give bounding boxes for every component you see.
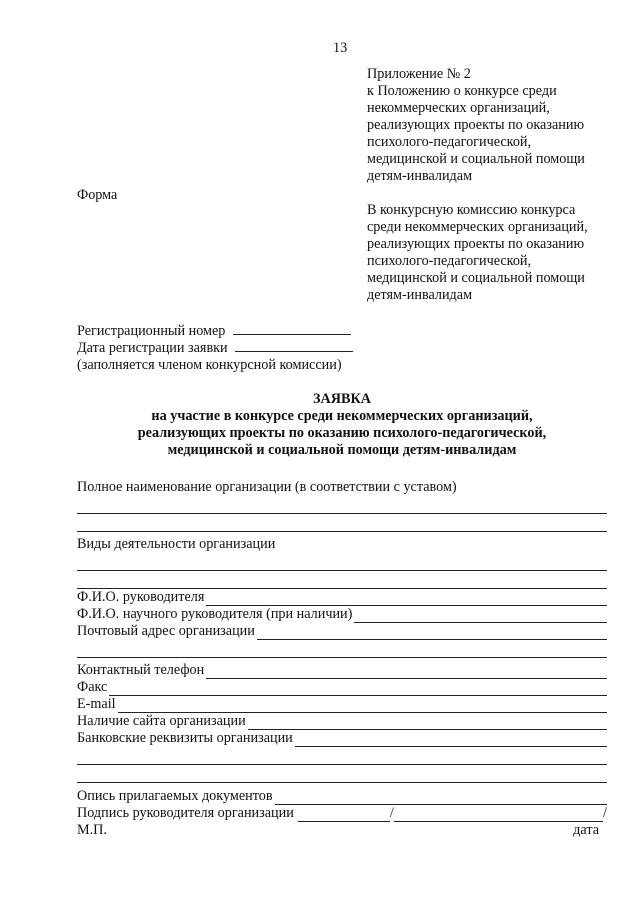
activities-row [77, 536, 607, 553]
sci-head-label: Ф.И.О. научного руководителя (при наличии) [77, 606, 353, 622]
title-heading: ЗАЯВКА [313, 391, 371, 407]
recipient-line: медицинской и социальной помощи [367, 270, 585, 286]
title-line: реализующих проекты по оказанию психолого-педагогической, [137, 425, 547, 441]
full-name-line-1[interactable] [77, 496, 607, 514]
registration-date-field[interactable] [235, 340, 353, 352]
fax-label: Факс [77, 679, 108, 695]
recipient-line: психолого-педагогической, [367, 253, 532, 269]
registration-number-field[interactable] [233, 323, 351, 335]
page-number: 13 [333, 40, 348, 56]
date-label: дата [573, 822, 599, 838]
appendix-line: медицинской и социальной помощи [367, 151, 585, 167]
registration-date-row [77, 340, 353, 357]
appendix-line: Приложение № 2 [367, 66, 471, 82]
full-name-label: Полное наименование организации (в соответствии с уставом) [77, 479, 457, 495]
phone-label: Контактный телефон [77, 662, 205, 678]
email-label: E-mail [77, 696, 116, 712]
head-name-field[interactable] [206, 593, 607, 606]
postal-address-line-2[interactable] [77, 640, 607, 658]
registration-date-label: Дата регистрации заявки [77, 340, 228, 356]
sci-head-field[interactable] [354, 610, 607, 623]
application-title [77, 391, 607, 459]
activities-label: Виды деятельности организации [77, 536, 276, 552]
website-row [77, 713, 607, 730]
slash-separator: / [603, 805, 607, 821]
appendix-line: реализующих проекты по оказанию [367, 117, 585, 133]
recipient-line: среди некоммерческих организаций, [367, 219, 588, 235]
attachments-field[interactable] [275, 792, 607, 805]
website-label: Наличие сайта организации [77, 713, 246, 729]
registration-number-row [77, 323, 353, 340]
head-name-row [77, 589, 607, 606]
registration-block [77, 323, 353, 374]
phone-row [77, 662, 607, 679]
bank-details-row [77, 730, 607, 747]
form-label: Форма [77, 187, 118, 203]
recipient-line: детям-инвалидам [367, 287, 473, 303]
email-row [77, 696, 607, 713]
sci-head-row [77, 606, 607, 623]
signature-name-field[interactable] [394, 809, 603, 822]
seal-label: М.П. [77, 822, 107, 838]
appendix-header [367, 66, 617, 185]
activities-line-1[interactable] [77, 553, 607, 571]
signature-field[interactable] [298, 809, 390, 822]
attachments-row [77, 788, 607, 805]
fax-field[interactable] [109, 683, 607, 696]
email-field[interactable] [118, 700, 607, 713]
application-fields [77, 479, 607, 839]
head-name-label: Ф.И.О. руководителя [77, 589, 205, 605]
attachments-label: Опись прилагаемых документов [77, 788, 273, 804]
recipient-line: реализующих проекты по оказанию [367, 236, 585, 252]
full-name-label-row [77, 479, 607, 496]
postal-address-row [77, 623, 607, 640]
bank-details-field[interactable] [295, 734, 607, 747]
appendix-line: детям-инвалидам [367, 168, 473, 184]
full-name-line-2[interactable] [77, 514, 607, 532]
registration-number-label: Регистрационный номер [77, 323, 226, 339]
seal-date-row [77, 822, 607, 839]
appendix-line: некоммерческих организаций, [367, 100, 550, 116]
bank-details-line-3[interactable] [77, 765, 607, 783]
postal-address-label: Почтовый адрес организации [77, 623, 255, 639]
bank-details-label: Банковские реквизиты организации [77, 730, 293, 746]
website-field[interactable] [248, 717, 607, 730]
title-line: медицинской и социальной помощи детям-инвалидам [167, 442, 517, 458]
fax-row [77, 679, 607, 696]
postal-address-field[interactable] [257, 627, 607, 640]
signature-row [77, 805, 607, 822]
activities-line-2[interactable] [77, 571, 607, 589]
appendix-line: к Положению о конкурсе среди [367, 83, 557, 99]
appendix-line: психолого-педагогической, [367, 134, 532, 150]
signature-label: Подпись руководителя организации [77, 805, 294, 821]
recipient-line: В конкурсную комиссию конкурса [367, 202, 576, 218]
recipient-block [367, 202, 617, 304]
slash-separator: / [389, 805, 394, 821]
title-line: на участие в конкурсе среди некоммерческих организаций, [151, 408, 533, 424]
bank-details-line-2[interactable] [77, 747, 607, 765]
phone-field[interactable] [206, 666, 607, 679]
registration-note: (заполняется членом конкурсной комиссии) [77, 357, 342, 373]
